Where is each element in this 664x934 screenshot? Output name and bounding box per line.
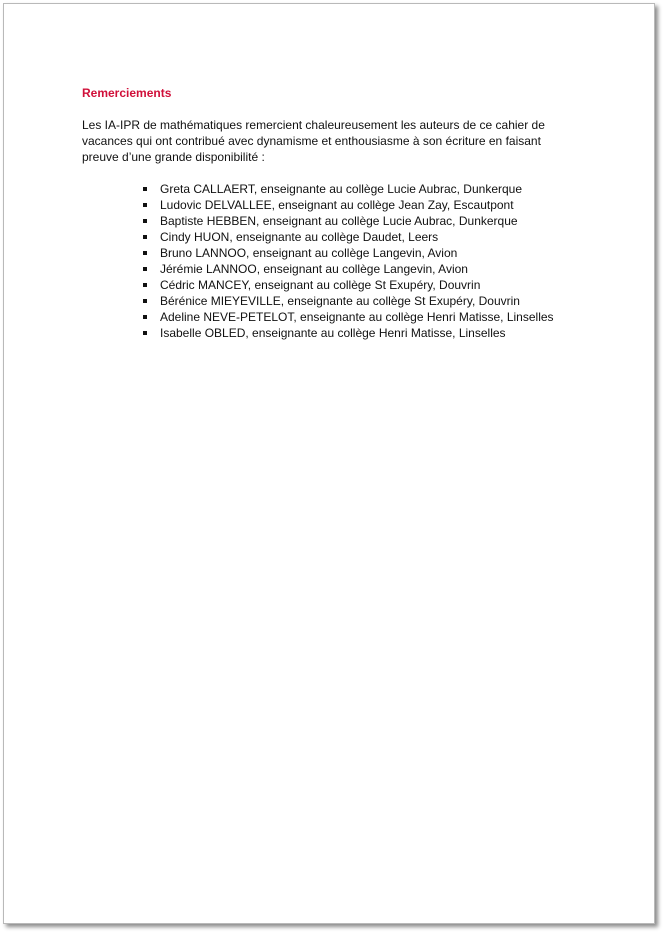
author-entry: Greta CALLAERT, enseignante au collège Lucie Aubrac, Dunkerque (160, 182, 523, 196)
list-item (141, 229, 554, 245)
list-item (141, 197, 554, 213)
list-item (141, 293, 554, 309)
square-bullet-icon (143, 331, 147, 335)
authors-list (141, 181, 554, 341)
square-bullet-icon (143, 235, 147, 239)
list-item (141, 245, 554, 261)
intro-line: vacances qui ont contribué avec dynamisme et enthousiasme à son écriture en faisant (82, 134, 541, 148)
list-item (141, 277, 554, 293)
author-entry: Baptiste HEBBEN, enseignant au collège Lucie Aubrac, Dunkerque (160, 214, 518, 228)
square-bullet-icon (143, 283, 147, 287)
document-page (3, 3, 655, 924)
author-entry: Bruno LANNOO, enseignant au collège Langevin, Avion (160, 246, 458, 260)
intro-line: preuve d’une grande disponibilité : (82, 150, 265, 164)
author-entry: Isabelle OBLED, enseignante au collège Henri Matisse, Linselles (160, 326, 506, 340)
author-entry: Jérémie LANNOO, enseignant au collège Langevin, Avion (160, 262, 468, 276)
list-item (141, 309, 554, 325)
intro-paragraph (82, 117, 552, 165)
author-entry: Ludovic DELVALLEE, enseignant au collège Jean Zay, Escautpont (160, 198, 514, 212)
square-bullet-icon (143, 267, 147, 271)
square-bullet-icon (143, 219, 147, 223)
list-item (141, 213, 554, 229)
list-item (141, 325, 554, 341)
square-bullet-icon (143, 315, 147, 319)
author-entry: Cédric MANCEY, enseignant au collège St Exupéry, Douvrin (160, 278, 481, 292)
author-entry: Cindy HUON, enseignante au collège Daudet, Leers (160, 230, 439, 244)
author-entry: Bérénice MIEYEVILLE, enseignante au collège St Exupéry, Douvrin (160, 294, 520, 308)
square-bullet-icon (143, 187, 147, 191)
square-bullet-icon (143, 203, 147, 207)
list-item (141, 181, 554, 197)
intro-line: Les IA-IPR de mathématiques remercient chaleureusement les auteurs de ce cahier de (82, 118, 545, 132)
square-bullet-icon (143, 299, 147, 303)
heading-remerciements: Remerciements (82, 86, 172, 100)
list-item (141, 261, 554, 277)
square-bullet-icon (143, 251, 147, 255)
author-entry: Adeline NEVE-PETELOT, enseignante au collège Henri Matisse, Linselles (160, 310, 554, 324)
